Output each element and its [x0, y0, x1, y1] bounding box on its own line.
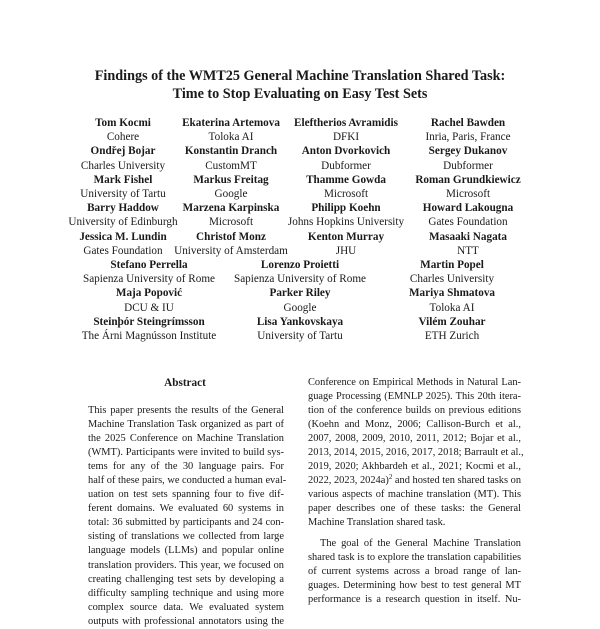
author-affiliation: DFKI	[332, 131, 360, 144]
intro-line: tion of the conference builds on previous editions	[308, 405, 521, 417]
author-name: Vilém Zouhar	[418, 315, 486, 328]
abstract-line: language models (LLMs) and popular online	[88, 545, 284, 557]
author-name: Jessica M. Lundin	[79, 230, 167, 243]
author-name: Mark Fishel	[93, 173, 153, 186]
author-entry	[368, 230, 568, 258]
author-name: Marzena Karpinska	[182, 202, 280, 215]
author-affiliation: Charles University	[80, 159, 166, 172]
introduction-body	[308, 376, 524, 607]
abstract-body	[88, 404, 287, 629]
abstract-line: complex source data. We evaluated system	[88, 601, 284, 613]
author-name: Philipp Koehn	[311, 202, 381, 215]
author-name: Lorenzo Proietti	[260, 259, 340, 271]
author-entry	[352, 258, 552, 286]
author-affiliation: Microsoft	[323, 188, 369, 200]
abstract-line: translation providers. This year, we focused on	[88, 559, 284, 571]
intro-line: of current systems across a broad range of lan-	[308, 565, 521, 577]
abstract-line: Machine Translation Task organized as part of	[88, 419, 284, 431]
intro-line: Machine Translation shared task.	[308, 517, 446, 529]
author-name: Masaaki Nagata	[428, 230, 507, 243]
author-affiliation: JHU	[335, 244, 357, 257]
author-name: Howard Lakougna	[422, 202, 514, 215]
intro-line: 2007, 2008, 2009, 2010, 2011, 2012; Bojar et al.,	[308, 433, 521, 445]
intro-line: guage Processing (EMNLP 2025). This 20th itera-	[308, 391, 521, 403]
abstract-heading: Abstract	[164, 377, 206, 389]
author-name: Martin Popel	[420, 259, 484, 271]
author-entry	[368, 173, 568, 201]
author-affiliation: Dubformer	[321, 159, 371, 172]
author-name: Thamme Gowda	[306, 173, 386, 186]
intro-line	[308, 474, 521, 488]
author-affiliation: University of Tartu	[80, 188, 166, 200]
author-affiliation: Toloka AI	[429, 301, 475, 314]
abstract-line: (WMT). Participants were invited to build sys-	[88, 447, 284, 459]
author-name: Tom Kocmi	[95, 117, 151, 129]
abstract-line: difficulty sampling technique and using more	[88, 587, 284, 599]
author-affiliation: Cohere	[106, 131, 140, 144]
author-affiliation: Google	[214, 188, 248, 200]
author-entry	[352, 286, 552, 314]
intro-line: guages. Determining how best to test general MT	[308, 579, 521, 591]
author-name: Parker Riley	[269, 287, 331, 300]
abstract-line: the 2025 Conference on Machine Translation	[88, 433, 284, 445]
author-affiliation: University of Tartu	[257, 330, 343, 342]
author-name: Mariya Shmatova	[408, 287, 496, 300]
author-name: Eleftherios Avramidis	[294, 117, 398, 129]
author-affiliation: NTT	[457, 244, 479, 257]
author-name: Roman Grundkiewicz	[415, 173, 521, 186]
abstract-line: uation on test sets spanning four to five dif-	[88, 489, 284, 501]
author-affiliation: Gates Foundation	[83, 244, 163, 257]
author-affiliation: University of Amsterdam	[174, 244, 288, 257]
author-entry	[368, 116, 568, 144]
author-entry	[368, 144, 568, 172]
author-affiliation: CustomMT	[205, 159, 257, 172]
intro-line: Conference on Empirical Methods in Natural Lan-	[308, 377, 521, 388]
abstract-line: creating challenging test sets by developing a	[88, 573, 284, 585]
intro-line: various aspects of machine translation (MT). This	[308, 489, 521, 501]
author-affiliation: Sapienza University of Rome	[233, 273, 367, 286]
abstract-line: total: 36 submitted by participants and 24 con-	[88, 517, 284, 529]
abstract-line: tems for any of the 30 language pairs. For	[88, 461, 284, 473]
author-name: Konstantin Dranch	[184, 145, 278, 158]
author-affiliation: Inria, Paris, France	[425, 131, 511, 144]
abstract-line: half of these pairs, we conducted a human eval-	[88, 475, 287, 487]
author-entry	[352, 315, 552, 343]
author-affiliation: The Árni Magnússon Institute	[81, 330, 217, 342]
paper-title	[0, 67, 600, 103]
intro-line: performance is a research question in itself. Nu-	[308, 593, 521, 605]
abstract-line: This paper presents the results of the General	[88, 405, 284, 416]
author-affiliation: Charles University	[409, 273, 495, 286]
abstract-line: sisting of translations we collected from large	[88, 531, 284, 543]
author-affiliation: Johns Hopkins University	[287, 216, 405, 229]
author-affiliation: Microsoft	[445, 188, 491, 200]
intro-line: paper describes one of these tasks: the General	[308, 503, 521, 515]
intro-line: The goal of the General Machine Translation	[320, 537, 521, 549]
author-affiliation: Toloka AI	[208, 131, 254, 144]
abstract-line: ferent domains. We evaluated 60 systems in	[88, 503, 284, 515]
intro-line: 2019, 2020; Akhbardeh et al., 2021; Kocmi et al.,	[308, 461, 521, 473]
author-name: Ondřej Bojar	[90, 145, 156, 158]
author-name: Sergey Dukanov	[428, 145, 508, 158]
intro-line: (Koehn and Monz, 2006; Callison-Burch et al.,	[308, 419, 521, 431]
author-name: Maja Popović	[115, 287, 183, 300]
author-affiliation: Dubformer	[443, 159, 493, 172]
author-name: Christof Monz	[196, 230, 266, 243]
title-line-2: Time to Stop Evaluating on Easy Test Sets	[172, 86, 428, 102]
author-name: Stefano Perrella	[110, 259, 188, 271]
author-name: Markus Freitag	[193, 173, 269, 186]
author-affiliation: Google	[283, 301, 317, 314]
author-affiliation: Microsoft	[208, 216, 254, 229]
author-affiliation: Gates Foundation	[428, 216, 508, 229]
author-name: Ekaterina Artemova	[182, 117, 280, 129]
intro-line: 2013, 2014, 2015, 2016, 2017, 2018; Barrault et al.,	[308, 447, 524, 459]
intro-line-tail: and hosted ten shared tasks on	[392, 475, 522, 487]
author-name: Lisa Yankovskaya	[256, 315, 344, 328]
footnote-marker[interactable]: 2	[388, 473, 393, 482]
citation-text: 2022, 2023, 2024a)	[308, 475, 389, 487]
intro-line: shared task is to explore the translation capabilities	[308, 551, 521, 563]
author-name: Steinþór Steingrímsson	[93, 315, 205, 328]
author-name: Kenton Murray	[307, 230, 385, 243]
author-affiliation: ETH Zurich	[424, 330, 480, 342]
author-affiliation: University of Edinburgh	[68, 216, 178, 229]
author-entry	[368, 201, 568, 229]
author-affiliation: Sapienza University of Rome	[82, 273, 216, 286]
author-name: Anton Dvorkovich	[301, 145, 391, 158]
author-name: Rachel Bawden	[430, 117, 506, 129]
abstract-line: outputs with professional annotators using the	[88, 615, 284, 627]
author-affiliation: DCU & IU	[124, 301, 174, 314]
author-name: Barry Haddow	[87, 202, 159, 215]
title-line-1: Findings of the WMT25 General Machine Translation Shared Task:	[94, 68, 506, 84]
